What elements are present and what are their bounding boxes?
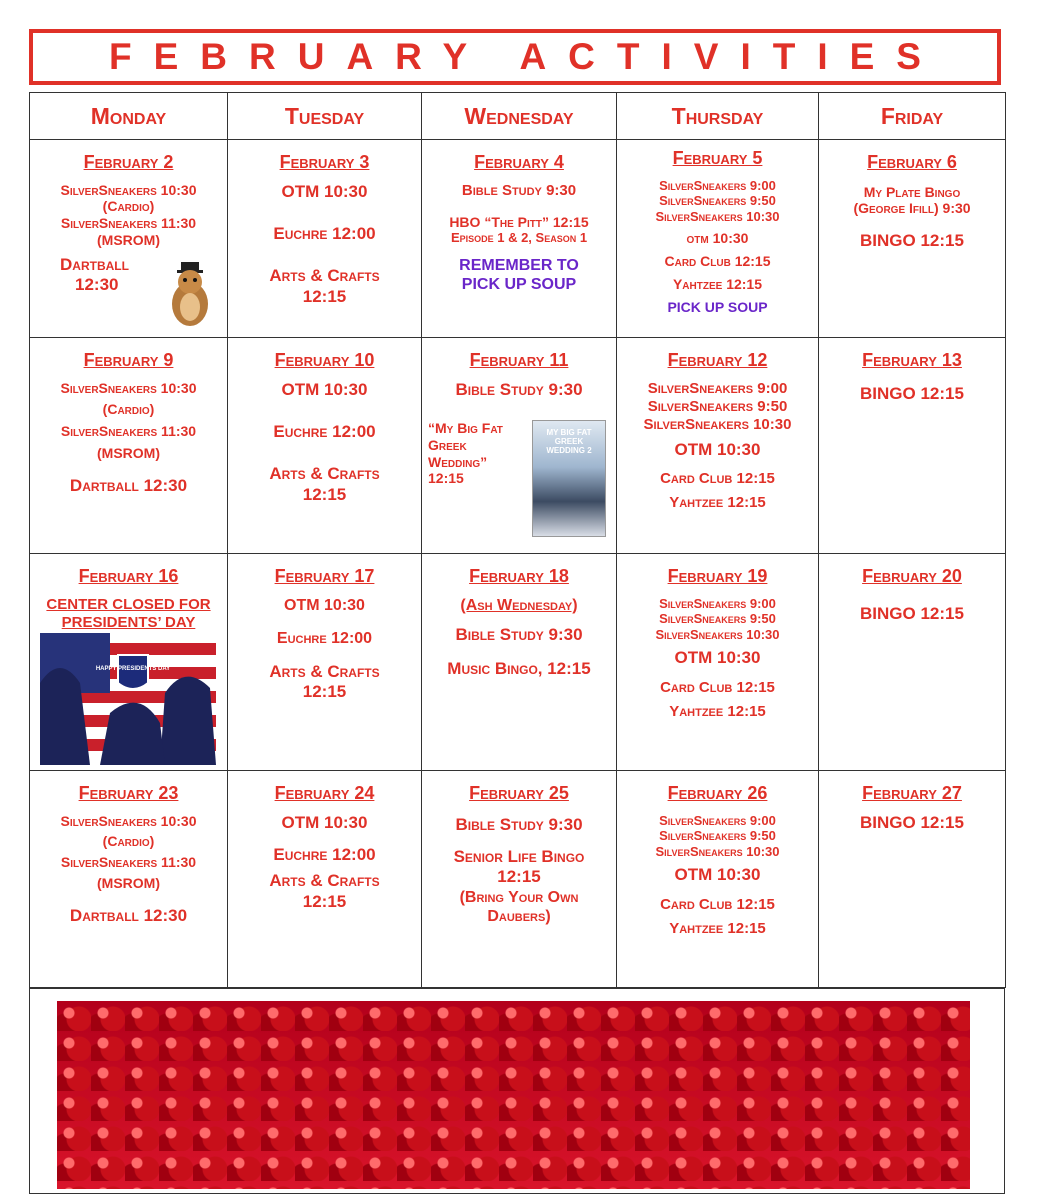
activity: SilverSneakers 10:30 <box>643 415 792 433</box>
activity: BINGO 12:15 <box>860 603 964 623</box>
closure-notice: CENTER CLOSED FOR <box>46 595 211 613</box>
activity: SilverSneakers 11:30 <box>60 215 197 232</box>
footer-banner <box>29 988 1005 1194</box>
activity: SilverSneakers 10:30 <box>60 379 197 396</box>
activity: (MSROM) <box>97 444 160 461</box>
day-cell-feb-2 <box>30 140 227 336</box>
activity: Card Club 12:15 <box>660 895 775 913</box>
day-cell-feb-13 <box>819 338 1005 552</box>
header-wednesday: Wednesday <box>422 93 617 140</box>
activity: OTM 10:30 <box>281 181 368 201</box>
date-label: February 27 <box>862 783 962 803</box>
activity: 12:15 <box>428 470 464 487</box>
day-cell-feb-18 <box>422 554 616 769</box>
activity: SilverSneakers 10:30 <box>655 843 780 859</box>
date-label: February 25 <box>469 783 569 803</box>
day-cell-feb-25 <box>422 771 616 986</box>
activity: SilverSneakers 11:30 <box>60 854 197 871</box>
activity: Daubers) <box>487 907 551 925</box>
activity: “My Big Fat <box>428 420 503 436</box>
day-cell-feb-20 <box>819 554 1005 769</box>
activity: Dartball 12:30 <box>69 475 188 495</box>
date-label: February 3 <box>279 152 370 172</box>
activity: Arts & Crafts <box>269 266 380 286</box>
day-cell-feb-24 <box>228 771 421 986</box>
day-cell-feb-16 <box>30 554 227 769</box>
activity: Card Club 12:15 <box>660 678 775 696</box>
date-label: February 10 <box>274 350 375 370</box>
movie-poster-image <box>532 420 606 537</box>
activity: OTM 10:30 <box>674 439 761 459</box>
header-thursday: Thursday <box>617 93 819 140</box>
day-cell-feb-19 <box>617 554 818 769</box>
activity: 12:30 <box>75 275 119 295</box>
activity: Bible Study 9:30 <box>455 379 583 399</box>
date-label: February 26 <box>667 783 768 803</box>
activity: My Plate Bingo <box>863 183 961 200</box>
activity: Bible Study 9:30 <box>455 624 583 644</box>
activity: Euchre 12:00 <box>273 223 376 243</box>
activity: BINGO 12:15 <box>860 383 964 403</box>
activity: Dartball 12:30 <box>69 905 188 925</box>
week-row <box>30 338 1006 554</box>
activity: Wedding” <box>428 453 488 470</box>
activity: Euchre 12:00 <box>273 844 376 864</box>
activity: Greek <box>428 436 467 453</box>
date-label: February 24 <box>274 783 375 803</box>
date-label: February 4 <box>474 152 564 172</box>
activity: (Ash Wednesday) <box>460 596 578 614</box>
activity: Dartball <box>60 254 129 274</box>
activity: OTM 10:30 <box>674 865 761 885</box>
activity: Yahtzee 12:15 <box>669 702 766 720</box>
activity: Card Club 12:15 <box>660 469 775 487</box>
activity: Bible Study 9:30 <box>461 181 577 199</box>
activity: 12:15 <box>302 682 347 702</box>
activity: 12:15 <box>302 891 347 911</box>
header-tuesday: Tuesday <box>228 93 422 140</box>
activity: SilverSneakers 11:30 <box>60 423 197 440</box>
date-label: February 17 <box>274 566 375 586</box>
day-cell-feb-4 <box>422 140 616 336</box>
activity: otm 10:30 <box>686 230 749 247</box>
activity: Yahtzee 12:15 <box>672 275 763 292</box>
activity: Euchre 12:00 <box>273 421 376 441</box>
day-cell-feb-11 <box>422 338 616 552</box>
activity: SilverSneakers 10:30 <box>60 812 197 829</box>
activity: Card Club 12:15 <box>664 253 771 270</box>
title-banner <box>29 29 1001 85</box>
reminder: PICK UP SOUP <box>667 298 768 315</box>
date-label: February 18 <box>469 566 569 586</box>
day-cell-feb-26 <box>617 771 818 986</box>
presidents-day-image <box>40 633 216 765</box>
poster-title: MY BIG FAT GREEK WEDDING 2 <box>546 428 592 455</box>
day-cell-feb-17 <box>228 554 421 769</box>
activity: SilverSneakers 9:50 <box>647 397 788 415</box>
activity: (Cardio) <box>102 401 155 418</box>
activity: Episode 1 & 2, Season 1 <box>450 230 588 246</box>
activity: OTM 10:30 <box>281 812 368 832</box>
date-label: February 11 <box>469 350 569 370</box>
day-cell-feb-5 <box>617 140 818 336</box>
activity: SilverSneakers 10:30 <box>655 626 780 642</box>
activity: Yahtzee 12:15 <box>669 919 766 937</box>
activity: Euchre 12:00 <box>276 629 373 647</box>
day-cell-feb-9 <box>30 338 227 552</box>
date-label: February 12 <box>667 350 768 370</box>
activity: 12:15 <box>302 484 347 504</box>
reminder: REMEMBER TO <box>459 256 579 274</box>
day-cell-feb-10 <box>228 338 421 552</box>
day-cell-feb-3 <box>228 140 421 336</box>
activity: BINGO 12:15 <box>860 231 964 251</box>
activity: Arts & Crafts <box>269 464 380 484</box>
date-label: February 5 <box>672 148 763 168</box>
activity: (Bring Your Own <box>459 888 579 906</box>
date-label: February 23 <box>78 783 179 803</box>
activity: Music Bingo, 12:15 <box>447 659 591 679</box>
reminder: PICK UP SOUP <box>461 276 577 294</box>
day-cell-feb-12 <box>617 338 818 552</box>
activity: SilverSneakers 9:00 <box>659 595 776 611</box>
date-label: February 9 <box>83 350 174 370</box>
date-label: February 19 <box>667 566 768 586</box>
header-friday: Friday <box>819 93 1006 140</box>
week-row <box>30 140 1006 338</box>
activity: Yahtzee 12:15 <box>669 493 766 511</box>
activity: OTM 10:30 <box>284 596 365 614</box>
day-header-row <box>30 93 1006 140</box>
activity: (MSROM) <box>97 231 160 248</box>
activity: (MSROM) <box>97 874 160 891</box>
calendar-grid <box>29 92 1006 988</box>
week-row <box>30 771 1006 988</box>
activity: SilverSneakers 9:50 <box>659 828 776 844</box>
page-title: FEBRUARY ACTIVITIES <box>109 36 943 77</box>
activity: HBO “The Pitt” 12:15 <box>449 213 589 230</box>
activity: SilverSneakers 9:50 <box>659 193 776 209</box>
day-cell-feb-6 <box>819 140 1005 336</box>
activity: OTM 10:30 <box>281 379 368 399</box>
activity: SilverSneakers 9:50 <box>659 611 776 627</box>
activity: (Cardio) <box>102 198 155 215</box>
date-label: February 13 <box>862 350 962 370</box>
date-label: February 16 <box>78 566 179 586</box>
activity: BINGO 12:15 <box>860 812 964 832</box>
activity: Bible Study 9:30 <box>455 814 583 834</box>
activity: SilverSneakers 10:30 <box>655 208 780 224</box>
activity: 12:15 <box>302 286 347 306</box>
header-monday: Monday <box>30 93 228 140</box>
activity: (George Ifill) 9:30 <box>853 200 971 217</box>
activity: 12:15 <box>497 867 541 887</box>
week-row <box>30 554 1006 771</box>
date-label: February 6 <box>867 152 957 172</box>
activity: Arts & Crafts <box>269 871 380 891</box>
activity: OTM 10:30 <box>674 648 761 668</box>
activity: SilverSneakers 9:00 <box>647 379 788 397</box>
activity: (Cardio) <box>102 833 155 850</box>
activity: SilverSneakers 9:00 <box>659 812 776 828</box>
activity: SilverSneakers 9:00 <box>659 177 776 193</box>
activity: SilverSneakers 10:30 <box>60 181 197 198</box>
movie-caption <box>428 420 518 487</box>
day-cell-feb-27 <box>819 771 1005 986</box>
day-cell-feb-23 <box>30 771 227 986</box>
date-label: February 20 <box>862 566 962 586</box>
date-label: February 2 <box>83 152 174 172</box>
closure-notice: PRESIDENTS’ DAY <box>61 613 196 631</box>
activity: Arts & Crafts <box>269 661 380 681</box>
candy-hearts-image <box>57 1001 970 1189</box>
activity: Senior Life Bingo <box>453 846 585 866</box>
groundhog-icon <box>167 262 213 328</box>
flag-caption: HAPPY PRESIDENTS DAY <box>95 666 171 672</box>
